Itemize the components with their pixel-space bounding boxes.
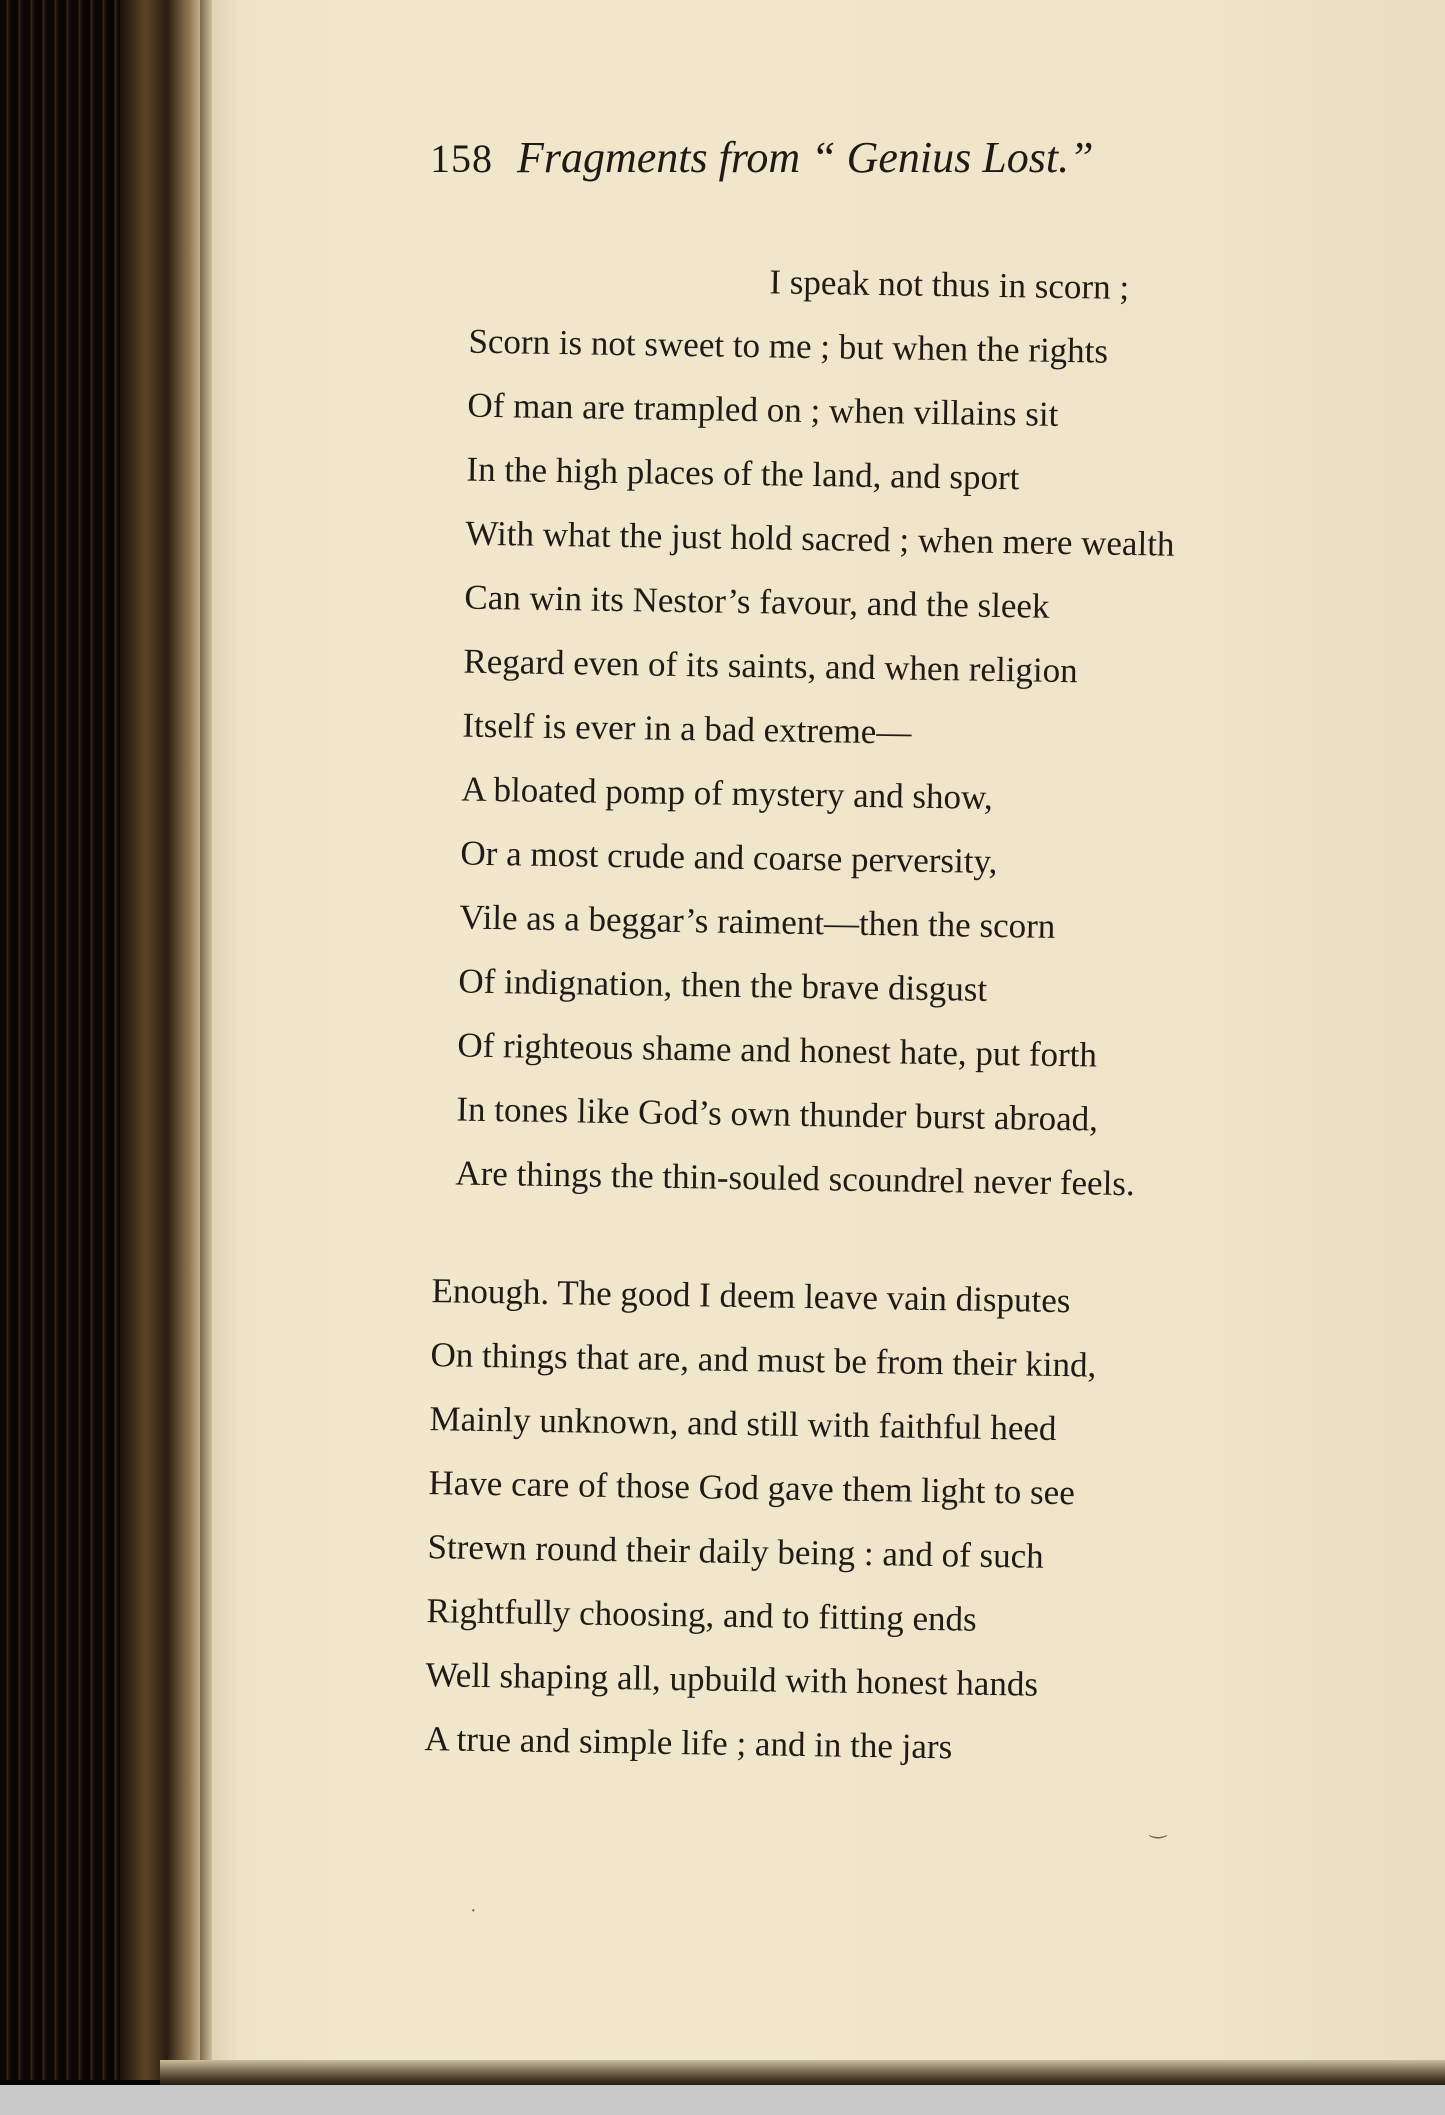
poem-line: Itself is ever in a bad extreme— [462,705,912,752]
poem-line: A true and simple life ; and in the jars [424,1719,953,1767]
page-number: 158 [430,136,493,181]
scan-background [0,2085,1445,2115]
ink-speck: · [470,1900,477,1922]
poem-line: On things that are, and must be from their kind, [430,1335,1097,1385]
poem-line: A bloated pomp of mystery and show, [461,769,994,817]
poem-line: Enough. The good I deem leave vain disputes [431,1271,1071,1321]
poem-line: With what the just hold sacred ; when mere wealth [465,513,1175,564]
poem-body [406,245,1330,1785]
poem-line: Strewn round their daily being : and of such [427,1527,1045,1576]
poem-line: Mainly unknown, and still with faithful heed [429,1399,1057,1448]
poem-line: In tones like God’s own thunder burst abroad, [456,1089,1099,1139]
running-header [430,132,1290,202]
poem-line: Scorn is not sweet to me ; but when the rights [468,321,1109,371]
poem-line: Are things the thin-souled scoundrel never feels. [455,1153,1136,1204]
poem-line: Rightfully choosing, and to fitting ends [426,1591,978,1639]
stanza [455,246,1330,1219]
poem-line: Of righteous shame and honest hate, put forth [457,1025,1098,1075]
poem-line: Have care of those God gave them light to see [428,1463,1076,1513]
ink-speck: ‿ [1150,1817,1167,1839]
stanza [424,1259,1314,1785]
poem-line: Well shaping all, upbuild with honest hands [425,1655,1039,1704]
poem-line: In the high places of the land, and sport [466,449,1020,498]
poem-line: I speak not thus in scorn ; [769,262,1130,307]
poem-line: Of indignation, then the brave disgust [458,961,988,1009]
poem-line: Or a most crude and coarse perversity, [460,833,998,881]
running-title: Fragments from “ Genius Lost.” [517,133,1094,182]
poem-line: Of man are trampled on ; when villains sit [467,385,1059,434]
poem-line: Regard even of its saints, and when religion [463,641,1078,691]
poem-line: Can win its Nestor’s favour, and the sleek [464,577,1050,626]
poem-line: Vile as a beggar’s raiment—then the scorn [459,897,1056,946]
page-edges [0,0,205,2080]
